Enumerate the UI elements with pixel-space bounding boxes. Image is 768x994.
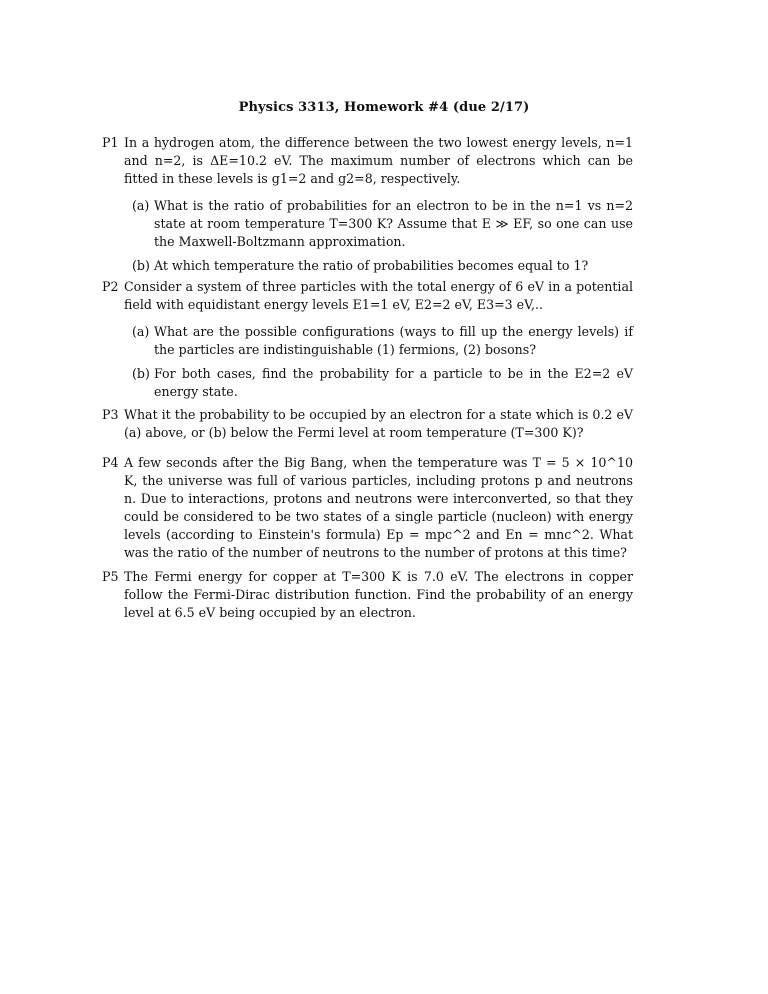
part-text: What is the ratio of probabilities for an electron to be in the n=1 vs n=2 state at room temperature T=300 K? Assume that E ≫ EF, so one can use the Maxwell-Boltzmann approximation. xyxy=(154,198,633,249)
problem-part xyxy=(132,197,633,251)
problem-p4 xyxy=(102,454,633,562)
part-text: What are the possible configurations (ways to fill up the energy levels) if the particles are indistinguishable (1) fermions, (2) bosons? xyxy=(154,324,633,357)
problem-part xyxy=(132,257,633,275)
problem-label: P3 xyxy=(102,407,119,422)
part-label: (b) xyxy=(132,258,150,273)
problem-text: In a hydrogen atom, the difference between the two lowest energy levels, n=1 and n=2, is ΔE=10.2 eV. The maximum number of electrons which can be fitted in these levels is g1=2 and g2=8, respectively. xyxy=(124,135,633,186)
part-label: (a) xyxy=(132,198,150,213)
page-title: Physics 3313, Homework #4 (due 2/17) xyxy=(238,100,530,115)
problem-part xyxy=(132,323,633,359)
problem-p3 xyxy=(102,406,633,442)
problem-label: P2 xyxy=(102,279,119,294)
problem-part xyxy=(132,365,633,401)
problem-label: P4 xyxy=(102,455,119,470)
problem-p5 xyxy=(102,568,633,622)
problem-text: A few seconds after the Big Bang, when the temperature was T = 5 × 10^10 K, the universe was full of various particles, including protons p and neutrons n. Due to interactions, protons and neutrons were interconverted, so that they could be considered to be two states of a single particle (nucleon) with energy levels (according to Einstein's formula) Ep = mpc^2 and En = mnc^2. What was the ratio of the number of neutrons to the number of protons at this time? xyxy=(124,455,633,560)
problem-p2 xyxy=(102,278,633,401)
part-label: (a) xyxy=(132,324,150,339)
problem-p1 xyxy=(102,134,633,275)
problem-text: What it the probability to be occupied by an electron for a state which is 0.2 eV (a) above, or (b) below the Fermi level at room temperature (T=300 K)? xyxy=(124,407,633,440)
part-label: (b) xyxy=(132,366,150,381)
problem-label: P1 xyxy=(102,135,119,150)
part-text: For both cases, find the probability for a particle to be in the E2=2 eV energy state. xyxy=(154,366,633,399)
part-text: At which temperature the ratio of probabilities becomes equal to 1? xyxy=(154,258,589,273)
problem-text: Consider a system of three particles with the total energy of 6 eV in a potential field with equidistant energy levels E1=1 eV, E2=2 eV, E3=3 eV,.. xyxy=(124,279,633,312)
problem-text: The Fermi energy for copper at T=300 K is 7.0 eV. The electrons in copper follow the Fermi-Dirac distribution function. Find the probability of an energy level at 6.5 eV being occupied by an electron. xyxy=(124,569,633,620)
problem-label: P5 xyxy=(102,569,119,584)
